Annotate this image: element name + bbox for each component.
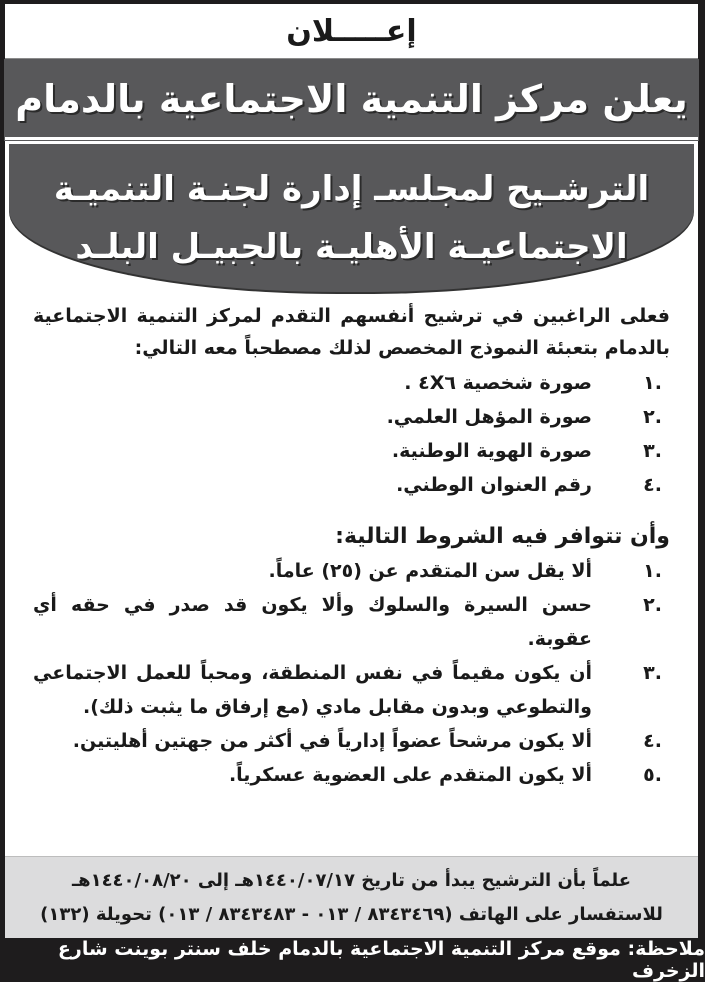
list-item xyxy=(33,758,670,792)
list-item xyxy=(33,724,670,758)
location-note: ملاحظة: موقع مركز التنمية الاجتماعية بالدمام خلف سنتر بوينت شارع الزخرف xyxy=(57,938,705,982)
contact-phones: للاستفسار على الهاتف (٨٣٤٣٤٦٩ / ٠١٣ - ٨٣٤٣٤٨٣ / ٠١٣) تحويلة (١٣٢) xyxy=(40,903,663,925)
item-number: .٤ xyxy=(643,474,662,496)
conditions-heading: وأن تتوافر فيه الشروط التالية: xyxy=(335,524,670,549)
item-number: .٢ xyxy=(643,594,662,616)
item-text: حسن السيرة والسلوك وألا يكون قد صدر في حقه أي عقوبة. xyxy=(33,594,592,650)
list-item xyxy=(33,554,670,588)
item-number: .٤ xyxy=(643,730,662,752)
item-number: .٥ xyxy=(643,764,662,786)
item-text: رقم العنوان الوطني. xyxy=(396,474,592,496)
item-text: ألا يكون مرشحاً عضواً إدارياً في أكثر من جهتين أهليتين. xyxy=(72,730,592,752)
item-number: .٢ xyxy=(643,406,662,428)
subject-line-1: الترشـيح لمجلسـ إدارة لجنـة التنميـة xyxy=(53,169,650,209)
subject-banner xyxy=(9,142,694,292)
nomination-dates: علماً بأن الترشيح يبدأ من تاريخ ١٤٤٠/٠٧/١٧هـ إلى ١٤٤٠/٠٨/٢٠هـ xyxy=(71,869,632,891)
item-text: صورة الهوية الوطنية. xyxy=(391,440,592,462)
intro-paragraph: فعلى الراغبين في ترشيح أنفسهم التقدم لمركز التنمية الاجتماعية بالدمام بتعبئة النموذج المخصص لذلك مصطحباً معه التالي: xyxy=(33,305,670,359)
list-item xyxy=(33,468,670,502)
list-item xyxy=(33,656,670,724)
conditions-list xyxy=(33,554,670,792)
subject-line-2: الاجتماعيـة الأهليـة بالجبيـل البلـد xyxy=(75,227,628,267)
item-number: .١ xyxy=(643,372,662,394)
organization-heading: يعلن مركز التنمية الاجتماعية بالدمام xyxy=(15,76,688,121)
item-number: .١ xyxy=(643,560,662,582)
location-note-bar xyxy=(0,940,705,980)
list-item xyxy=(33,434,670,468)
item-text: أن يكون مقيماً في نفس المنطقة، ومحباً للعمل الاجتماعي والتطوعي وبدون مقابل مادي (مع إرفاق ما يثبت ذلك). xyxy=(33,662,592,718)
announcement-title: إعـــــلان xyxy=(286,13,417,49)
item-text: صورة المؤهل العلمي. xyxy=(386,406,592,428)
list-item xyxy=(33,588,670,656)
item-number: .٣ xyxy=(643,440,662,462)
requirements-list xyxy=(33,366,670,502)
item-text: ألا يقل سن المتقدم عن (٢٥) عاماً. xyxy=(268,560,592,582)
item-number: .٣ xyxy=(643,662,662,684)
item-text: ألا يكون المتقدم على العضوية عسكرياً. xyxy=(228,764,592,786)
announcement-body xyxy=(5,292,698,792)
organization-banner xyxy=(5,60,698,140)
item-text: صورة شخصية ٤X٦ . xyxy=(404,372,592,394)
title-bar xyxy=(5,4,698,60)
list-item xyxy=(33,366,670,400)
dates-contact-box xyxy=(5,856,698,938)
list-item xyxy=(33,400,670,434)
announcement-page xyxy=(5,4,698,938)
